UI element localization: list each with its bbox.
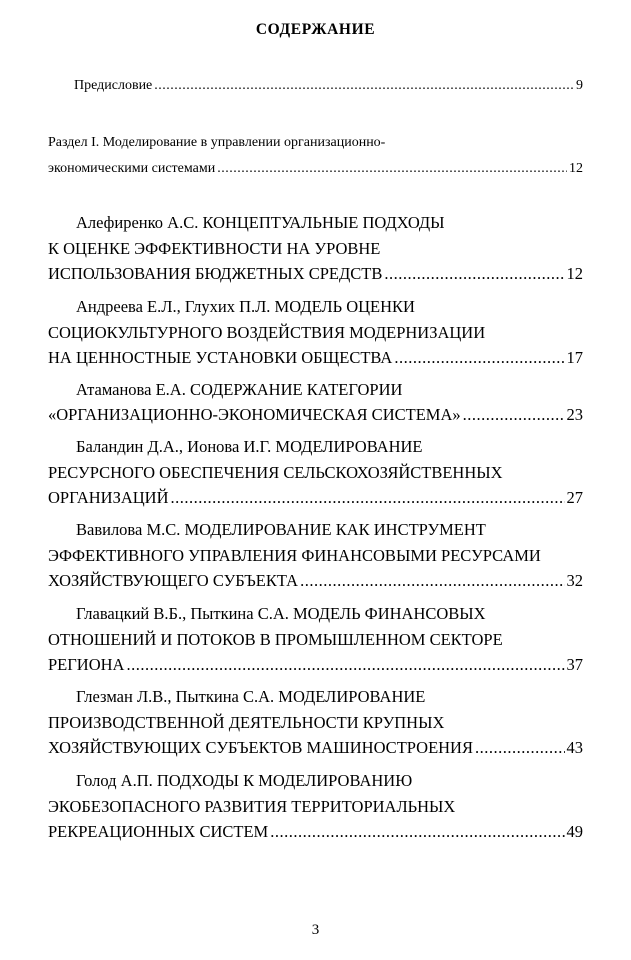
toc-label: ИСПОЛЬЗОВАНИЯ БЮДЖЕТНЫХ СРЕДСТВ — [48, 264, 383, 283]
toc-entry-last-line — [48, 822, 583, 842]
toc-entry-line: Вавилова М.С. МОДЕЛИРОВАНИЕ КАК ИНСТРУМЕНТ — [76, 520, 486, 539]
toc-label: Предисловие — [74, 78, 153, 93]
page-title: СОДЕРЖАНИЕ — [255, 21, 376, 38]
toc-entry-line: Главацкий В.Б., Пыткина С.А. МОДЕЛЬ ФИНАНСОВЫХ — [76, 604, 486, 623]
toc-entry-last-line — [48, 405, 583, 425]
toc-page-number: 17 — [566, 348, 583, 367]
toc-entry-last-line — [48, 488, 583, 508]
toc-leader-dots — [463, 405, 565, 425]
toc-entry-line: СОЦИОКУЛЬТУРНОГО ВОЗДЕЙСТВИЯ МОДЕРНИЗАЦИИ — [48, 323, 486, 342]
toc-label: ХОЗЯЙСТВУЮЩЕГО СУБЪЕКТА — [48, 571, 299, 590]
toc-entry-last-line — [48, 264, 583, 284]
toc-entry-line: Андреева Е.Л., Глухих П.Л. МОДЕЛЬ ОЦЕНКИ — [76, 297, 415, 316]
toc-entry-line: РЕСУРСНОГО ОБЕСПЕЧЕНИЯ СЕЛЬСКОХОЗЯЙСТВЕННЫХ — [48, 463, 503, 482]
toc-leader-dots — [171, 488, 565, 508]
toc-entry-last-line — [48, 348, 583, 368]
toc-entry-line: Атаманова Е.А. СОДЕРЖАНИЕ КАТЕГОРИИ — [76, 380, 403, 399]
toc-leader-dots — [126, 655, 564, 675]
section-heading-line1: Раздел I. Моделирование в управлении организационно- — [48, 135, 386, 150]
toc-leader-dots — [270, 822, 564, 842]
toc-entry-line: ОТНОШЕНИЙ И ПОТОКОВ В ПРОМЫШЛЕННОМ СЕКТОРЕ — [48, 630, 503, 649]
toc-label: НА ЦЕННОСТНЫЕ УСТАНОВКИ ОБЩЕСТВА — [48, 348, 393, 367]
toc-label: ОРГАНИЗАЦИЙ — [48, 488, 169, 507]
toc-leader-dots — [384, 264, 564, 284]
toc-label: экономическими системами — [48, 161, 216, 176]
toc-entry-line: К ОЦЕНКЕ ЭФФЕКТИВНОСТИ НА УРОВНЕ — [48, 239, 381, 258]
toc-label: РЕГИОНА — [48, 655, 125, 674]
toc-entry-line: Баландин Д.А., Ионова И.Г. МОДЕЛИРОВАНИЕ — [76, 437, 423, 456]
toc-leader-dots — [217, 159, 567, 179]
toc-leader-dots — [394, 348, 564, 368]
toc-entry-line: Глезман Л.В., Пыткина С.А. МОДЕЛИРОВАНИЕ — [76, 687, 426, 706]
toc-entry-line: Алефиренко А.С. КОНЦЕПТУАЛЬНЫЕ ПОДХОДЫ — [76, 213, 445, 232]
toc-leader-dots — [154, 76, 574, 96]
toc-entry-line: Голод А.П. ПОДХОДЫ К МОДЕЛИРОВАНИЮ — [76, 771, 413, 790]
toc-label: «ОРГАНИЗАЦИОННО-ЭКОНОМИЧЕСКАЯ СИСТЕМА» — [48, 405, 461, 424]
toc-page-number: 9 — [576, 78, 583, 93]
toc-page-number: 23 — [566, 405, 583, 424]
toc-page-number: 32 — [566, 571, 583, 590]
toc-entry-last-line — [48, 738, 583, 758]
toc-leader-dots — [300, 571, 564, 591]
page-number: 3 — [311, 922, 320, 938]
toc-preface — [74, 76, 583, 96]
toc-page-number: 37 — [566, 655, 583, 674]
toc-label: ХОЗЯЙСТВУЮЩИХ СУБЪЕКТОВ МАШИНОСТРОЕНИЯ — [48, 738, 473, 757]
toc-page-number: 27 — [566, 488, 583, 507]
toc-entry-line: ПРОИЗВОДСТВЕННОЙ ДЕЯТЕЛЬНОСТИ КРУПНЫХ — [48, 713, 445, 732]
toc-label: РЕКРЕАЦИОННЫХ СИСТЕМ — [48, 822, 269, 841]
toc-entry-line: ЭКОБЕЗОПАСНОГО РАЗВИТИЯ ТЕРРИТОРИАЛЬНЫХ — [48, 797, 456, 816]
toc-entry-last-line — [48, 571, 583, 591]
toc-entry-last-line — [48, 655, 583, 675]
toc-page-number: 49 — [566, 822, 583, 841]
toc-page-number: 12 — [569, 161, 583, 176]
toc-page-number: 43 — [566, 738, 583, 757]
toc-page-number: 12 — [566, 264, 583, 283]
toc-section — [48, 159, 583, 179]
toc-entry-line: ЭФФЕКТИВНОГО УПРАВЛЕНИЯ ФИНАНСОВЫМИ РЕСУРСАМИ — [48, 546, 541, 565]
toc-leader-dots — [475, 738, 565, 758]
